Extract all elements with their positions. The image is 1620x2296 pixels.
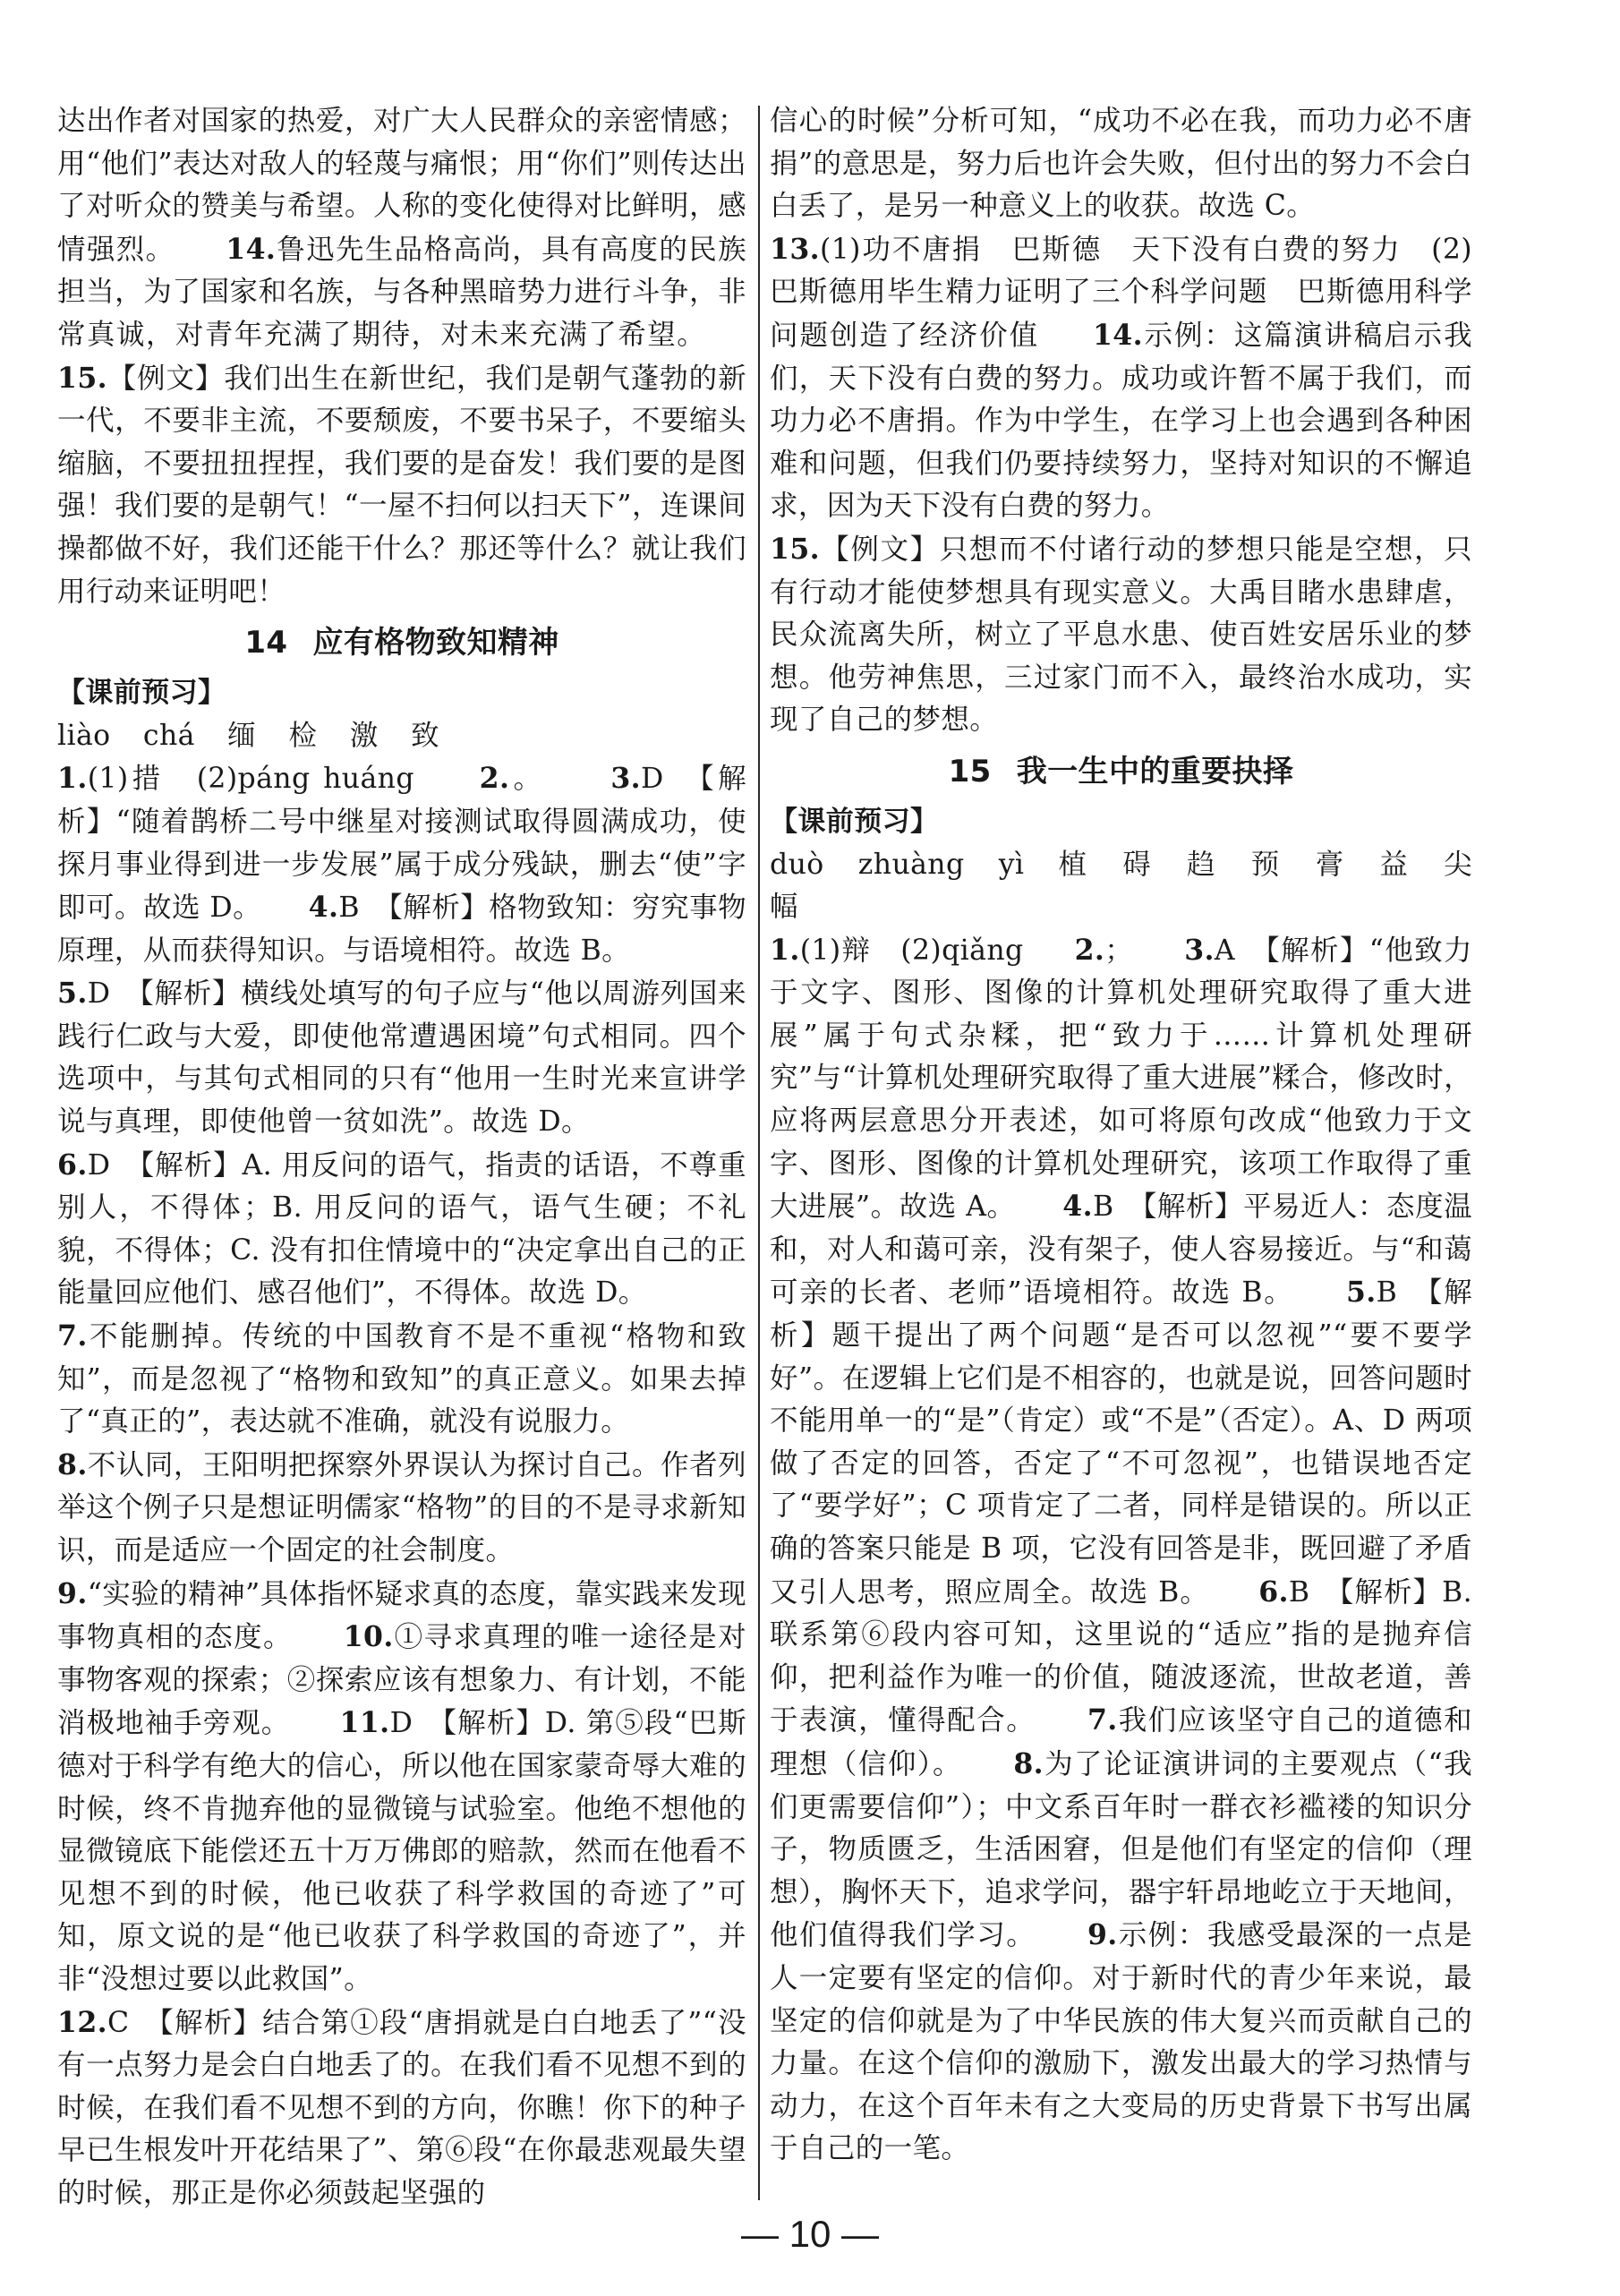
- answer-text: (1)措 (2)páng huáng: [87, 763, 414, 796]
- question-number: 12.: [57, 2005, 108, 2039]
- answer-text: 信心的时候”分析可知，“成功不必在我，而功力必不唐捐”的意思是，努力后也许会失败，但付出的努力不会白白丢了，是另一种意义上的收获。故选 C。: [770, 105, 1472, 223]
- answer-text: (1)功不唐捐 巴斯德 天下没有白费的努力 (2)巴斯德用毕生精力证明了三个科学问题 巴斯德用科学问题创造了经济价值: [770, 233, 1472, 352]
- section-number: 14: [244, 625, 288, 661]
- section-number: 15: [948, 753, 992, 790]
- right-column: [770, 100, 1472, 2171]
- answer-paragraph: [57, 1444, 746, 1573]
- answer-paragraph: [57, 2002, 746, 2215]
- answer-text: 。: [509, 763, 546, 796]
- answer-text: ①寻求真理的唯一途径是对事物客观的探索；②探索应该有想象力、有计划，不能消极地袖手旁观。: [57, 1621, 746, 1740]
- answer-text: B 【解析】格物致知：穷究事物原理，从而获得知识。与语境相符。故选 B。: [57, 892, 746, 967]
- answer-paragraph: [57, 1315, 746, 1444]
- answer-paragraph: [57, 1573, 746, 2002]
- question-number: 2.: [479, 762, 510, 796]
- answer-text: 我们应该坚守自己的道德和理想（信仰）。: [770, 1704, 1472, 1780]
- question-number: 7.: [57, 1319, 88, 1353]
- question-number: 9.: [57, 1576, 88, 1610]
- question-number: 4.: [308, 891, 339, 925]
- answer-paragraph: [770, 929, 1472, 2171]
- answer-text: 【例文】我们出生在新世纪，我们是朝气蓬勃的新一代，不要非主流，不要颓废，不要书呆子，不要缩头缩脑，不要扭扭捏捏，我们要的是奋发！我们要的是图强！我们要的是朝气！“一屋不扫何以扫天下”，连课间操都做不好，我们还能干什么？那还等什么？就让我们用行动来证明吧！: [57, 362, 746, 608]
- answer-text: B 【解析】平易近人：态度温和，对人和蔼可亲，没有架子，使人容易接近。与“和蔼可亲的长者、老师”语境相符。故选 B。: [770, 1191, 1472, 1310]
- question-number: 5.: [57, 977, 88, 1011]
- preview-label: 【课前预习】: [770, 805, 939, 838]
- answer-text: D 【解析】横线处填写的句子应与“他以周游列国来践行仁政与大爱，即使他常遭遇困境”句式相同。四个选项中，与其句式相同的只有“他用一生时光来宣讲学说与真理，即使他曾一贫如洗”。故选 D。: [57, 977, 746, 1139]
- answer-text: B 【解析】题干提出了两个问题“是否可以忽视”“要不要学好”。在逻辑上它们是不相容的，也就是说，回答问题时不能用单一的“是”（肯定）或“不是”（否定）。A、D 两项做了否定的回答，否定了“不可忽视”，也错误地否定了“要学好”；C 项肯定了二者，同样是错误的。所以正确的答案只能是 B 项，它没有回答是非，既回避了矛盾又引人思考，照应周全。故选 B。: [770, 1276, 1472, 1609]
- section-title: [57, 615, 746, 670]
- answer-text: 达出作者对国家的热爱，对广大人民群众的亲密情感；用“他们”表达对敌人的轻蔑与痛恨；用“你们”则传达出了对听众的赞美与希望。人称的变化使得对比鲜明，感情强烈。: [57, 105, 746, 266]
- answer-paragraph: [770, 228, 1472, 528]
- answer-text: ；: [1104, 934, 1134, 967]
- column-divider: [758, 106, 760, 2200]
- answer-text: (1)辩 (2)qiǎng: [799, 934, 1024, 967]
- question-number: 3.: [1184, 933, 1215, 967]
- answer-paragraph: [770, 100, 1472, 228]
- pinyin-line: liào chá 缅 检 激 致: [57, 719, 440, 752]
- answer-text: 不能删掉。传统的中国教育不是不重视“格物和致知”，而是忽视了“格物和致知”的真正意义。如果去掉了“真正的”，表达就不准确，就没有说服力。: [57, 1320, 746, 1438]
- answer-text: D 【解析】“随着鹊桥二号中继星对接测试取得圆满成功，使探月事业得到进一步发展”属于成分残缺，删去“使”字即可。故选 D。: [57, 763, 747, 925]
- section-heading: 我一生中的重要抉择: [1016, 753, 1294, 790]
- question-number: 2.: [1074, 933, 1105, 967]
- question-number: 14.: [1092, 318, 1143, 352]
- answer-paragraph: [770, 528, 1472, 742]
- section-heading: 应有格物致知精神: [312, 625, 559, 661]
- section-title: [770, 744, 1472, 799]
- answer-text: “实验的精神”具体指怀疑求真的态度，靠实践来发现事物真相的态度。: [57, 1577, 746, 1654]
- question-number: 6.: [57, 1148, 88, 1182]
- question-number: 5.: [1345, 1276, 1377, 1310]
- question-number: 11.: [339, 1706, 390, 1740]
- answer-text: 不认同，王阳明把探察外界误认为探讨自己。作者列举这个例子只是想证明儒家“格物”的目的不是寻求新知识，而是适应一个固定的社会制度。: [57, 1448, 746, 1566]
- question-number: 15.: [57, 361, 108, 395]
- question-number: 8.: [1013, 1746, 1044, 1780]
- left-column: [57, 100, 746, 2215]
- preview-label: 【课前预习】: [57, 677, 226, 710]
- answer-paragraph: [57, 757, 746, 972]
- question-number: 8.: [57, 1447, 88, 1481]
- answer-text: 示例：这篇演讲稿启示我们，天下没有白费的努力。成功或许暂不属于我们，而功力必不唐捐。作为中学生，在学习上也会遇到各种困难和问题，但我们仍要持续努力，坚持对知识的不懈追求，因为天下没有白费的努力。: [770, 319, 1472, 523]
- question-number: 6.: [1258, 1575, 1289, 1609]
- question-number: 3.: [610, 762, 641, 796]
- question-number: 13.: [770, 232, 821, 266]
- pinyin-line: duò zhuàng yì 植 碍 趋 预 膏 益 尖 幅: [770, 848, 1472, 924]
- answer-text: B 【解析】B. 联系第⑥段内容可知，这里说的“适应”指的是抛弃信仰，把利益作为唯一的价值，随波逐流，世故老道，善于表演，懂得配合。: [770, 1575, 1473, 1737]
- question-number: 9.: [1087, 1918, 1118, 1952]
- question-number: 14.: [226, 232, 277, 266]
- question-number: 1.: [57, 762, 88, 796]
- answer-paragraph: [57, 100, 746, 613]
- answer-text: C 【解析】结合第①段“唐捐就是白白地丢了”“没有一点努力是会白白地丢了的。在我们看不见想不到的时候，在我们看不见想不到的方向，你瞧！你下的种子早已生根发叶开花结果了”、第⑥段“在你最悲观最失望的时候，那正是你必须鼓起坚强的: [57, 2006, 746, 2209]
- question-number: 4.: [1062, 1190, 1093, 1224]
- answer-text: 【例文】只想而不付诸行动的梦想只能是空想，只有行动才能使梦想具有现实意义。大禹目睹水患肆虐，民众流离失所，树立了平息水患、使百姓安居乐业的梦想。他劳神焦思，三过家门而不入，最终治水成功，实现了自己的梦想。: [770, 533, 1472, 737]
- answer-text: 鲁迅先生品格高尚，具有高度的民族担当，为了国家和名族，与各种黑暗势力进行斗争，非常真诚，对青年充满了期待，对未来充满了希望。: [57, 233, 746, 351]
- answer-text: 示例：我感受最深的一点是人一定要有坚定的信仰。对于新时代的青少年来说，最坚定的信仰就是为了中华民族的伟大复兴而贡献自己的力量。在这个信仰的激励下，激发出最大的学习热情与动力，在这个百年未有之大变局的历史背景下书写出属于自己的一笔。: [770, 1919, 1472, 2165]
- answer-text: D 【解析】D. 第⑤段“巴斯德对于科学有绝大的信心，所以他在国家蒙奇辱大难的时候，终不肯抛弃他的显微镜与试验室。他绝不想他的显微镜底下能偿还五十万万佛郎的赔款，然而在他看不见想不到的时候，他已收获了科学救国的奇迹了”可知，原文说的是“他已收获了科学救国的奇迹了”，并非“没想过要以此救国”。: [57, 1707, 746, 1995]
- answer-text: D 【解析】A. 用反问的语气，指责的话语，不尊重别人，不得体；B. 用反问的语气，语气生硬；不礼貌，不得体；C. 没有扣住情境中的“决定拿出自己的正能量回应他们、感召他们”，不得体。故选 D。: [57, 1148, 746, 1310]
- answer-text: 为了论证演讲词的主要观点（“我们更需要信仰”）；中文系百年时一群衣衫褴褛的知识分子，物质匮乏，生活困窘，但是他们有坚定的信仰（理想），胸怀天下，追求学问，器宇轩昂地屹立于天地间，他们值得我们学习。: [770, 1747, 1472, 1952]
- answer-text: A 【解析】“他致力于文字、图形、图像的计算机处理研究取得了重大进展”属于句式杂糅，把“致力于……计算机处理研究”与“计算机处理研究取得了重大进展”糅合，修改时，应将两层意思分开表述，如可将原句改成“他致力于文字、图形、图像的计算机处理研究，该项工作取得了重大进展”。故选 A。: [770, 934, 1472, 1224]
- question-number: 15.: [770, 532, 821, 566]
- question-number: 10.: [343, 1620, 394, 1654]
- answer-paragraph: [57, 972, 746, 1143]
- answer-paragraph: [57, 1144, 746, 1315]
- question-number: 7.: [1087, 1703, 1118, 1737]
- page-number: — 10 —: [740, 2213, 880, 2255]
- question-number: 1.: [770, 933, 800, 967]
